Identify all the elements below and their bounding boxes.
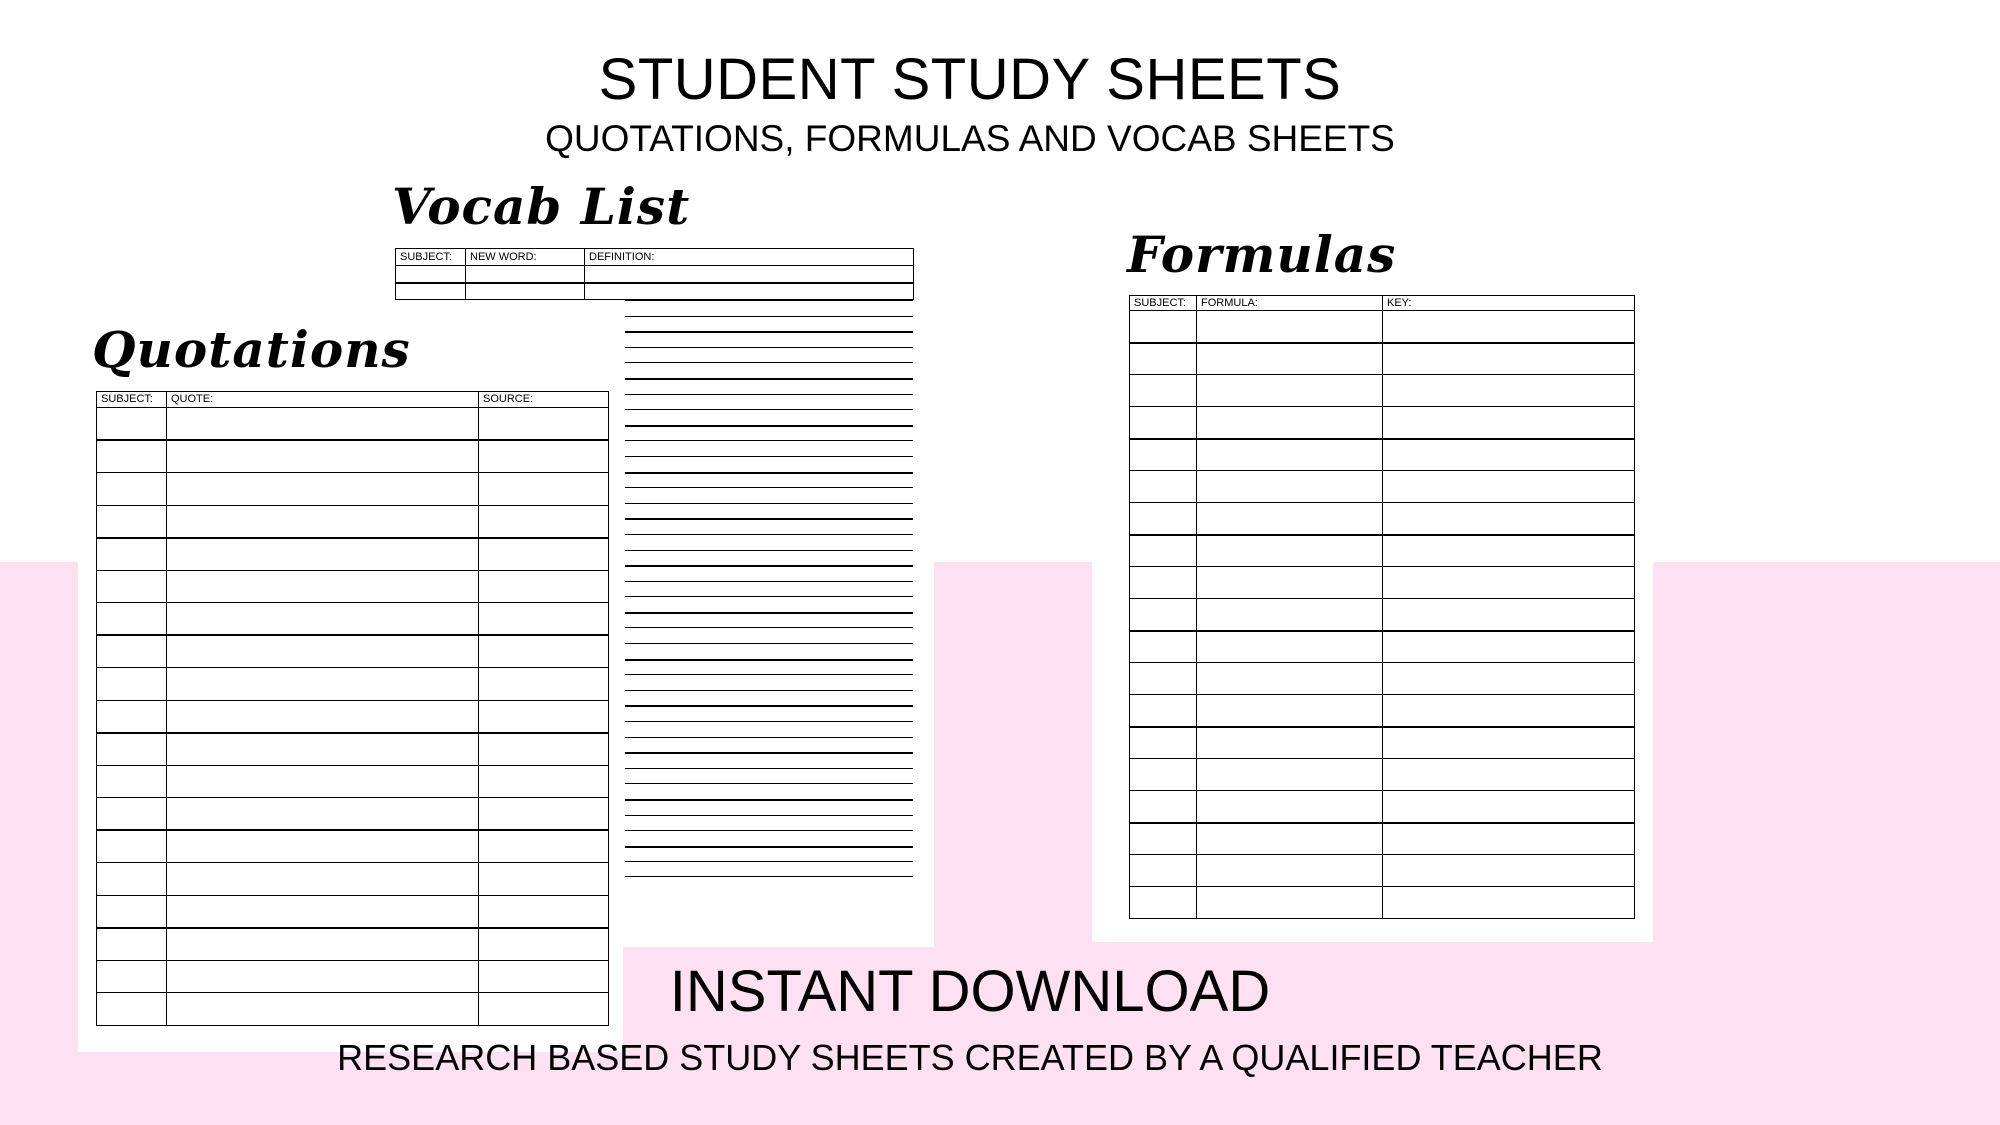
formulas-cell xyxy=(1197,855,1383,887)
formulas-cell xyxy=(1197,567,1383,599)
formulas-cell xyxy=(1197,535,1383,567)
vocab-ruled-line xyxy=(625,425,913,441)
quotations-cell xyxy=(167,668,479,701)
vocab-ruled-line xyxy=(625,409,913,425)
quotations-cell xyxy=(479,798,609,831)
quotations-cell xyxy=(167,505,479,538)
quotations-cell xyxy=(167,895,479,928)
quotations-row xyxy=(97,668,609,701)
vocab-ruled-line xyxy=(625,518,913,534)
quotations-row xyxy=(97,798,609,831)
quotations-row xyxy=(97,635,609,668)
formulas-cell xyxy=(1130,567,1197,599)
vocab-ruled-line xyxy=(625,362,913,378)
formulas-row xyxy=(1130,407,1635,439)
quotations-cell xyxy=(167,765,479,798)
quotations-cell xyxy=(167,798,479,831)
quotations-cell xyxy=(479,473,609,506)
vocab-heading: Vocab List xyxy=(392,177,691,236)
quotations-cell xyxy=(479,765,609,798)
vocab-cell xyxy=(585,283,914,300)
formulas-cell xyxy=(1383,375,1635,407)
quotations-cell xyxy=(97,635,167,668)
formulas-cell xyxy=(1130,535,1197,567)
vocab-ruled-line xyxy=(625,581,913,597)
vocab-ruled-line xyxy=(625,472,913,488)
vocab-ruled-line xyxy=(625,846,913,862)
vocab-ruled-line xyxy=(625,721,913,737)
vocab-ruled-line xyxy=(625,799,913,815)
vocab-ruled-line xyxy=(625,659,913,675)
formulas-cell xyxy=(1130,407,1197,439)
vocab-ruled-line xyxy=(625,752,913,768)
formulas-cell xyxy=(1197,759,1383,791)
vocab-ruled-line xyxy=(625,440,913,456)
formulas-cell xyxy=(1383,695,1635,727)
quotations-cell xyxy=(167,538,479,571)
formulas-row xyxy=(1130,439,1635,471)
quotations-cell xyxy=(97,895,167,928)
page-title: STUDENT STUDY SHEETS xyxy=(598,47,1342,112)
formulas-cell xyxy=(1383,439,1635,471)
quotations-table xyxy=(96,391,609,1026)
vocab-ruled-line xyxy=(625,596,913,612)
quotations-cell xyxy=(479,440,609,473)
quotations-cell xyxy=(479,505,609,538)
formulas-cell xyxy=(1383,311,1635,343)
formulas-row xyxy=(1130,599,1635,631)
formulas-table xyxy=(1129,295,1635,919)
formulas-row xyxy=(1130,663,1635,695)
formulas-cell xyxy=(1130,695,1197,727)
formulas-cell xyxy=(1197,663,1383,695)
instant-download-title: INSTANT DOWNLOAD xyxy=(669,959,1271,1024)
formulas-cell xyxy=(1197,887,1383,919)
formulas-cell xyxy=(1383,887,1635,919)
formulas-cell xyxy=(1130,311,1197,343)
vocab-table xyxy=(395,248,914,300)
vocab-ruled-line xyxy=(625,456,913,472)
formulas-cell xyxy=(1383,503,1635,535)
vocab-ruled-line xyxy=(625,612,913,628)
vocab-ruled-line xyxy=(625,331,913,347)
formulas-cell xyxy=(1383,535,1635,567)
quotations-row xyxy=(97,505,609,538)
vocab-ruled-line xyxy=(625,768,913,784)
formulas-row xyxy=(1130,855,1635,887)
quotations-cell xyxy=(97,733,167,766)
vocab-row xyxy=(396,283,914,300)
formulas-row xyxy=(1130,759,1635,791)
formulas-cell xyxy=(1197,407,1383,439)
quotations-row xyxy=(97,603,609,636)
formulas-cell xyxy=(1130,887,1197,919)
vocab-ruled-line xyxy=(625,690,913,706)
vocab-ruled-line xyxy=(625,627,913,643)
quotations-cell xyxy=(97,440,167,473)
formulas-row xyxy=(1130,343,1635,375)
quotations-row xyxy=(97,765,609,798)
quotations-row xyxy=(97,895,609,928)
quotations-cell xyxy=(167,928,479,961)
quotations-cell xyxy=(167,473,479,506)
formulas-col-key: KEY: xyxy=(1383,296,1635,311)
formulas-cell xyxy=(1130,471,1197,503)
quotations-cell xyxy=(479,538,609,571)
formulas-cell xyxy=(1197,823,1383,855)
formulas-cell xyxy=(1130,823,1197,855)
vocab-ruled-lines xyxy=(625,300,913,877)
vocab-cell xyxy=(396,283,466,300)
formulas-cell xyxy=(1383,855,1635,887)
vocab-ruled-line xyxy=(625,830,913,846)
formulas-cell xyxy=(1130,599,1197,631)
quotations-cell xyxy=(479,603,609,636)
formulas-cell xyxy=(1130,503,1197,535)
formulas-cell xyxy=(1130,727,1197,759)
formulas-row xyxy=(1130,823,1635,855)
vocab-cell xyxy=(585,266,914,283)
formulas-cell xyxy=(1197,631,1383,663)
quotations-cell xyxy=(167,863,479,896)
quotations-cell xyxy=(479,895,609,928)
quotations-cell xyxy=(97,505,167,538)
quotations-row xyxy=(97,928,609,961)
formulas-row xyxy=(1130,535,1635,567)
formulas-row xyxy=(1130,567,1635,599)
formulas-cell xyxy=(1130,791,1197,823)
quotations-cell xyxy=(97,928,167,961)
vocab-ruled-line xyxy=(625,394,913,410)
quotations-row xyxy=(97,570,609,603)
formulas-col-formula: FORMULA: xyxy=(1197,296,1383,311)
footer-tagline: RESEARCH BASED STUDY SHEETS CREATED BY A QUALIFIED TEACHER xyxy=(337,1037,1603,1078)
quotations-col-subject: SUBJECT: xyxy=(97,392,167,408)
formulas-cell xyxy=(1197,311,1383,343)
vocab-cell xyxy=(466,283,585,300)
quotations-cell xyxy=(479,863,609,896)
quotations-cell xyxy=(167,700,479,733)
vocab-col-subject: SUBJECT: xyxy=(396,249,466,266)
vocab-cell xyxy=(396,266,466,283)
vocab-ruled-line xyxy=(625,487,913,503)
quotations-cell xyxy=(97,700,167,733)
formulas-col-subject: SUBJECT: xyxy=(1130,296,1197,311)
formulas-heading: Formulas xyxy=(1127,225,1397,284)
quotations-cell xyxy=(479,635,609,668)
quotations-cell xyxy=(167,603,479,636)
formulas-row xyxy=(1130,695,1635,727)
formulas-cell xyxy=(1130,375,1197,407)
quotations-row xyxy=(97,538,609,571)
formulas-cell xyxy=(1197,727,1383,759)
vocab-ruled-line xyxy=(625,347,913,363)
quotations-cell xyxy=(479,830,609,863)
quotations-cell xyxy=(167,408,479,441)
quotations-row xyxy=(97,473,609,506)
vocab-row xyxy=(396,266,914,283)
formulas-cell xyxy=(1383,471,1635,503)
quotations-cell xyxy=(479,928,609,961)
formulas-cell xyxy=(1383,407,1635,439)
vocab-ruled-line xyxy=(625,503,913,519)
vocab-ruled-line xyxy=(625,783,913,799)
quotations-row xyxy=(97,700,609,733)
quotations-cell xyxy=(97,798,167,831)
vocab-ruled-line xyxy=(625,378,913,394)
formulas-row xyxy=(1130,503,1635,535)
vocab-cell xyxy=(466,266,585,283)
formulas-cell xyxy=(1130,439,1197,471)
quotations-cell xyxy=(97,830,167,863)
quotations-cell xyxy=(479,570,609,603)
formulas-cell xyxy=(1383,343,1635,375)
formulas-cell xyxy=(1197,471,1383,503)
formulas-row xyxy=(1130,311,1635,343)
formulas-cell xyxy=(1197,695,1383,727)
quotations-cell xyxy=(167,570,479,603)
formulas-row xyxy=(1130,631,1635,663)
quotations-cell xyxy=(97,473,167,506)
formulas-row xyxy=(1130,887,1635,919)
quotations-cell xyxy=(167,635,479,668)
vocab-col-new-word: NEW WORD: xyxy=(466,249,585,266)
formulas-cell xyxy=(1383,759,1635,791)
formulas-cell xyxy=(1197,503,1383,535)
quotations-col-source: SOURCE: xyxy=(479,392,609,408)
formulas-cell xyxy=(1197,791,1383,823)
quotations-cell xyxy=(167,830,479,863)
formulas-cell xyxy=(1383,823,1635,855)
quotations-cell xyxy=(479,733,609,766)
formulas-cell xyxy=(1383,791,1635,823)
vocab-ruled-line xyxy=(625,737,913,753)
formulas-cell xyxy=(1197,439,1383,471)
vocab-ruled-line xyxy=(625,550,913,566)
formulas-cell xyxy=(1383,567,1635,599)
formulas-cell xyxy=(1130,663,1197,695)
vocab-ruled-line xyxy=(625,674,913,690)
vocab-ruled-line xyxy=(625,565,913,581)
page-subtitle: QUOTATIONS, FORMULAS AND VOCAB SHEETS xyxy=(545,118,1395,159)
formulas-cell xyxy=(1197,599,1383,631)
quotations-row xyxy=(97,440,609,473)
formulas-cell xyxy=(1130,631,1197,663)
quotations-row xyxy=(97,408,609,441)
quotations-cell xyxy=(97,570,167,603)
quotations-cell xyxy=(167,440,479,473)
formulas-row xyxy=(1130,791,1635,823)
formulas-cell xyxy=(1383,727,1635,759)
formulas-cell xyxy=(1130,759,1197,791)
vocab-ruled-line xyxy=(625,705,913,721)
vocab-ruled-line xyxy=(625,316,913,332)
formulas-cell xyxy=(1383,663,1635,695)
formulas-row xyxy=(1130,471,1635,503)
quotations-col-quote: QUOTE: xyxy=(167,392,479,408)
quotations-row xyxy=(97,863,609,896)
vocab-ruled-line xyxy=(625,861,913,877)
formulas-cell xyxy=(1130,855,1197,887)
quotations-cell xyxy=(479,700,609,733)
quotations-cell xyxy=(479,408,609,441)
formulas-cell xyxy=(1130,343,1197,375)
quotations-cell xyxy=(97,538,167,571)
quotations-cell xyxy=(479,668,609,701)
quotations-heading: Quotations xyxy=(92,320,411,379)
formulas-row xyxy=(1130,375,1635,407)
formulas-cell xyxy=(1383,599,1635,631)
quotations-cell xyxy=(97,603,167,636)
quotations-cell xyxy=(97,863,167,896)
quotations-row xyxy=(97,830,609,863)
formulas-cell xyxy=(1383,631,1635,663)
formulas-cell xyxy=(1197,375,1383,407)
vocab-ruled-line xyxy=(625,300,913,316)
vocab-ruled-line xyxy=(625,643,913,659)
quotations-cell xyxy=(97,668,167,701)
vocab-ruled-line xyxy=(625,534,913,550)
vocab-ruled-line xyxy=(625,815,913,831)
formulas-cell xyxy=(1197,343,1383,375)
formulas-row xyxy=(1130,727,1635,759)
quotations-row xyxy=(97,733,609,766)
quotations-cell xyxy=(167,733,479,766)
quotations-cell xyxy=(97,408,167,441)
vocab-col-definition: DEFINITION: xyxy=(585,249,914,266)
quotations-cell xyxy=(97,765,167,798)
